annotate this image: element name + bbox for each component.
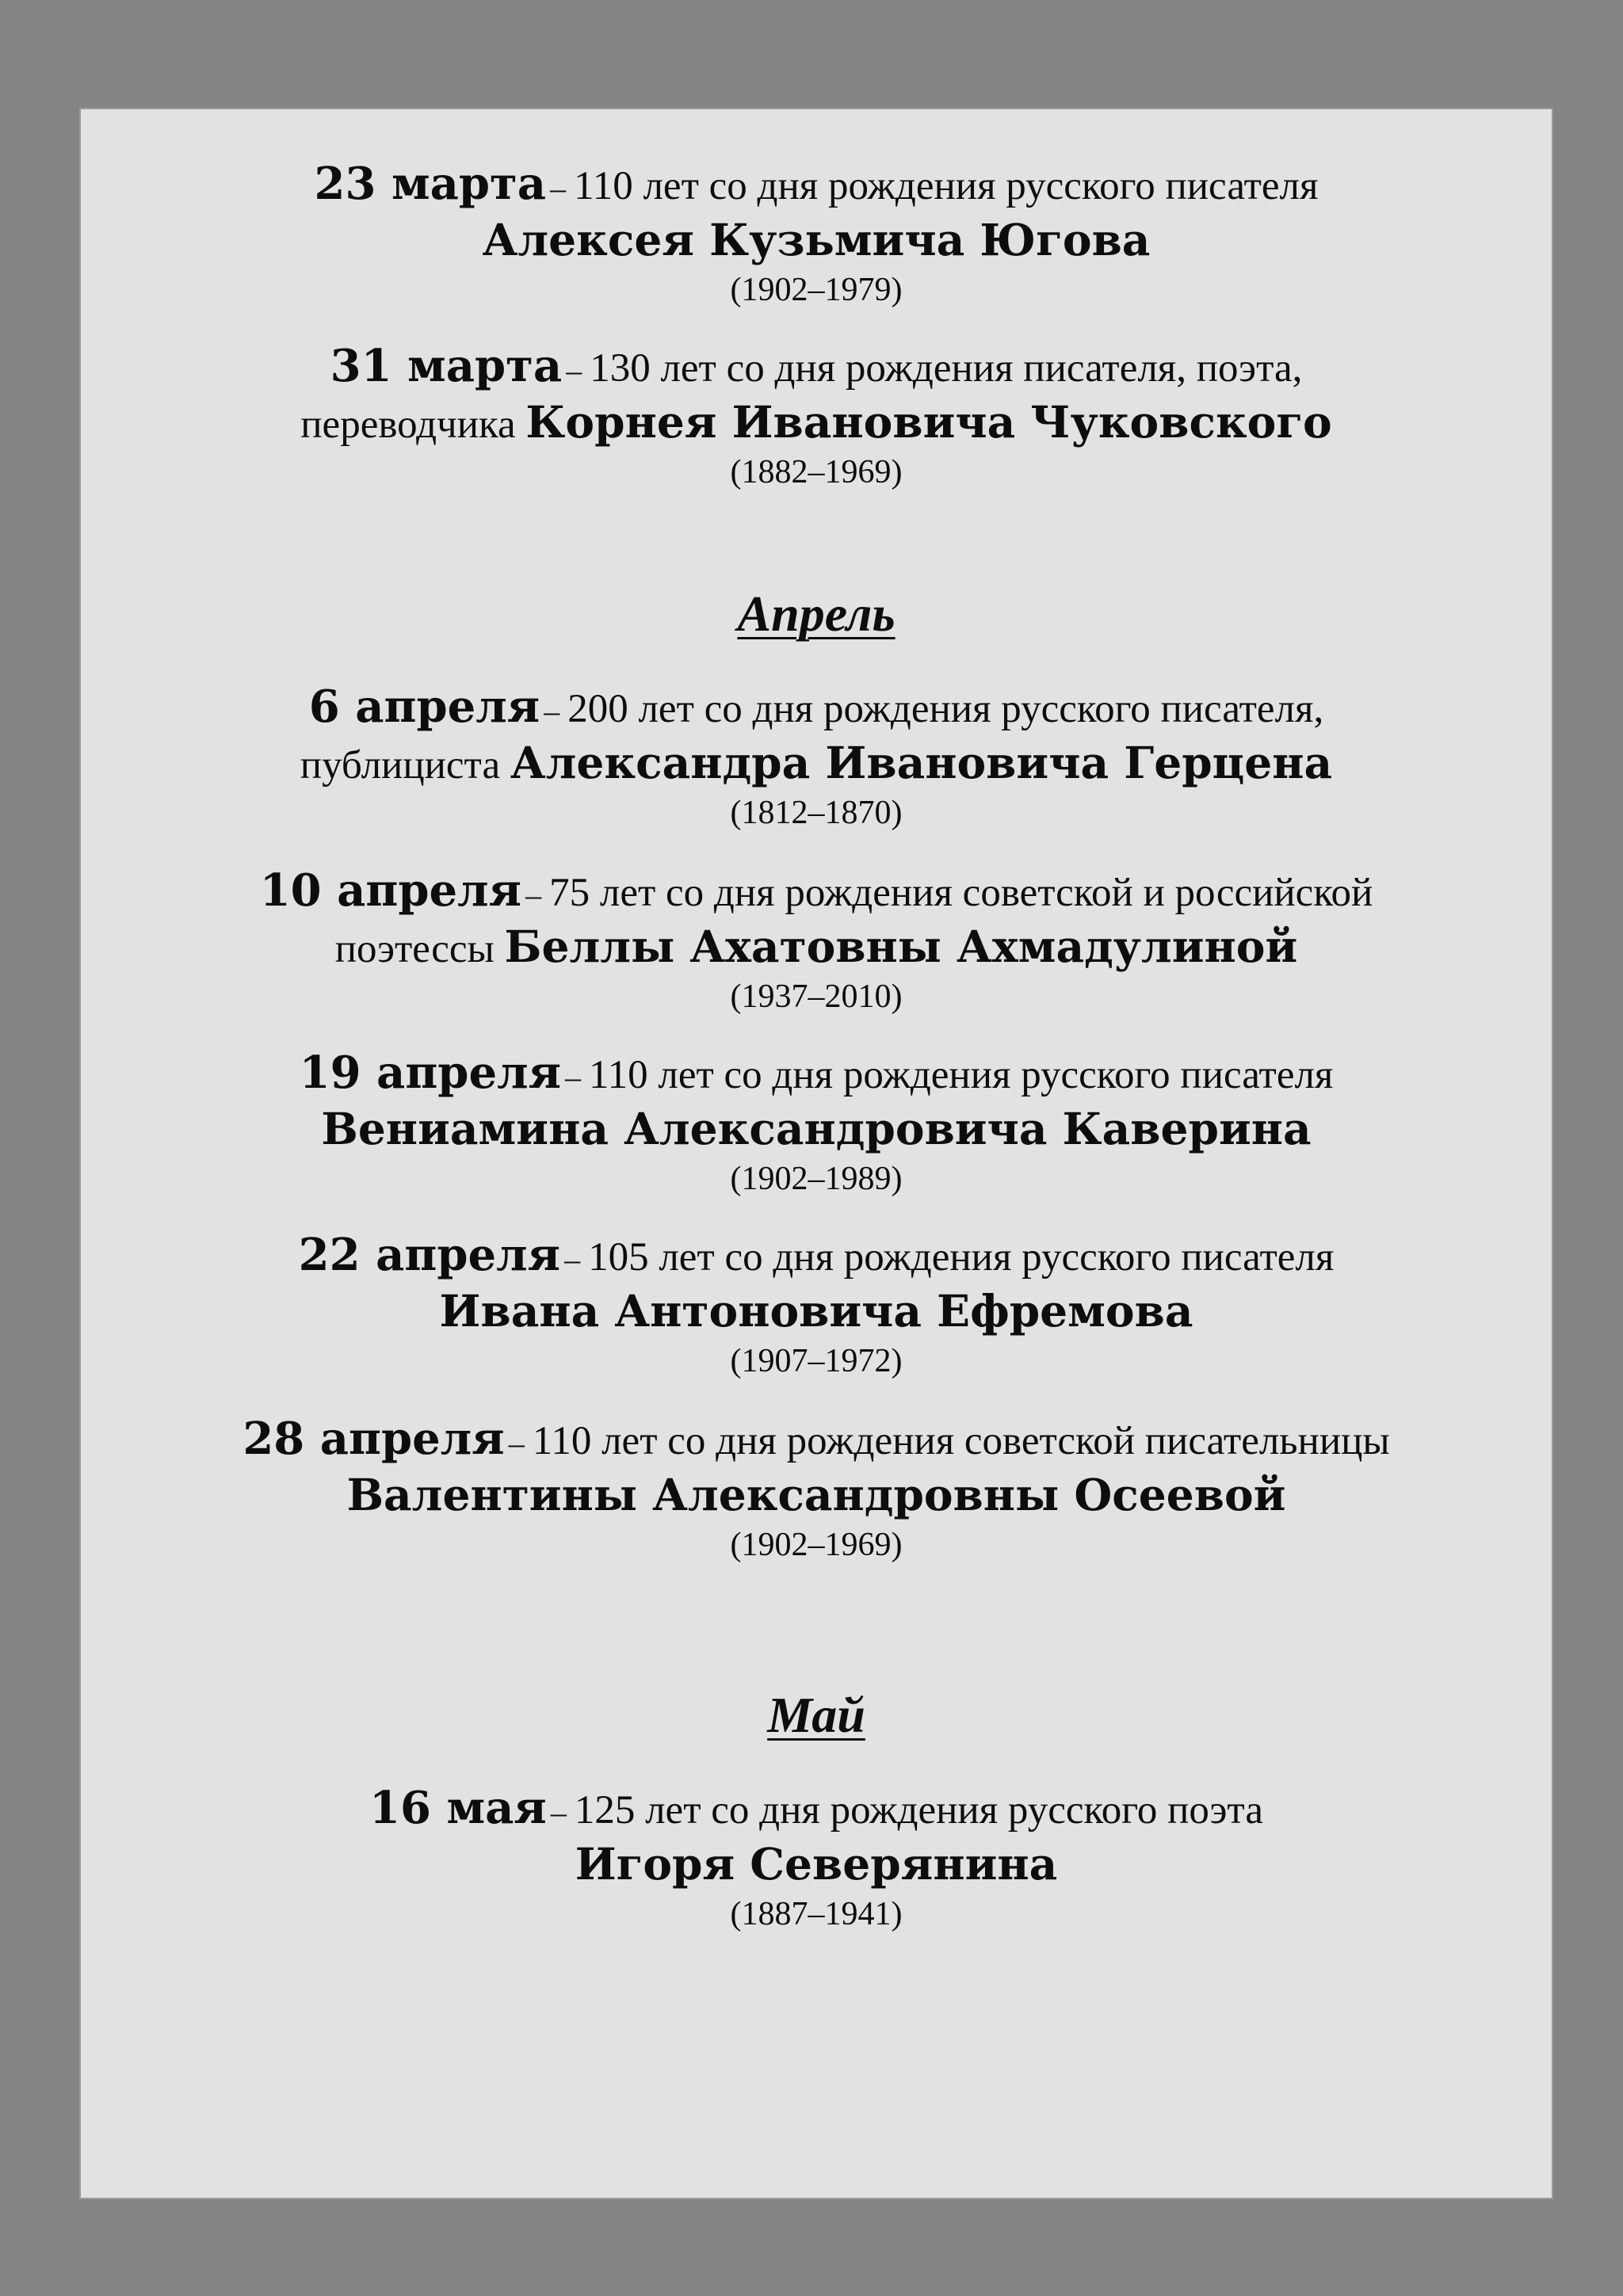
entry-second-line <box>81 1284 1552 1341</box>
entry-second-line <box>81 1468 1552 1524</box>
entry-dash: – <box>525 877 550 913</box>
entry-prefix: переводчика <box>300 402 526 447</box>
entry-description: 130 лет со дня рождения писателя, поэта, <box>590 346 1303 391</box>
entry-years: (1902–1979) <box>730 272 903 308</box>
entry-dash: – <box>508 1425 533 1461</box>
entry-date: 6 апреля <box>308 681 540 733</box>
entry-first-line <box>81 1228 1552 1284</box>
entry-person-name: Вениамина Александровича Каверина <box>321 1103 1312 1154</box>
entry-second-line <box>81 213 1552 269</box>
entry-dash: – <box>564 1241 589 1277</box>
entry-description: 125 лет со дня рождения русского поэта <box>574 1788 1263 1833</box>
document-page <box>79 108 1553 2199</box>
entry-years: (1882–1969) <box>730 454 903 490</box>
entry-prefix: публициста <box>300 743 510 788</box>
entry-years: (1937–2010) <box>730 978 903 1015</box>
entry-second-line <box>81 395 1552 452</box>
entry-date: 23 марта <box>314 158 547 210</box>
entry-person-name: Игоря Северянина <box>575 1838 1058 1890</box>
entry-second-line <box>81 920 1552 976</box>
entry-first-line <box>81 1046 1552 1102</box>
entry-description: 110 лет со дня рождения советской писательницы <box>532 1419 1390 1463</box>
entry-person-name: Беллы Ахатовны Ахмадулиной <box>504 921 1298 972</box>
entry-date: 22 апреля <box>298 1229 560 1281</box>
entry-description: 105 лет со дня рождения русского писателя <box>588 1235 1335 1280</box>
entry-years: (1902–1989) <box>730 1161 903 1197</box>
anniversary-entry <box>81 1781 1552 1935</box>
entry-dash: – <box>566 353 590 388</box>
entry-years: (1812–1870) <box>730 795 903 831</box>
entry-first-line <box>81 1412 1552 1468</box>
entry-dash: – <box>550 1794 575 1830</box>
entry-description: 110 лет со дня рождения русского писателя <box>574 164 1319 208</box>
entry-person-name: Корнея Ивановича Чуковского <box>525 396 1332 448</box>
entry-dash: – <box>544 693 568 729</box>
anniversary-entry <box>81 157 1552 311</box>
entry-person-name: Валентины Александровны Осеевой <box>346 1469 1286 1520</box>
entry-second-line <box>81 1837 1552 1894</box>
entry-person-name: Александра Ивановича Герцена <box>510 737 1333 788</box>
entry-description: 200 лет со дня рождения русского писателя, <box>567 687 1324 731</box>
entry-years: (1887–1941) <box>730 1896 903 1932</box>
entry-prefix: поэтессы <box>334 927 505 971</box>
entry-first-line <box>81 864 1552 920</box>
entry-date: 19 апреля <box>299 1047 561 1099</box>
entry-first-line <box>81 1781 1552 1837</box>
entry-date: 28 апреля <box>242 1413 505 1465</box>
entry-date: 31 марта <box>330 340 563 392</box>
anniversary-entry <box>81 680 1552 833</box>
entry-date: 10 апреля <box>259 864 522 917</box>
entry-description: 75 лет со дня рождения советской и российской <box>549 871 1373 915</box>
entry-description: 110 лет со дня рождения русского писателя <box>589 1053 1334 1097</box>
entry-first-line <box>81 339 1552 395</box>
anniversary-entry <box>81 339 1552 493</box>
month-heading-april: Апрель <box>737 585 896 642</box>
entry-first-line <box>81 157 1552 213</box>
anniversary-entry <box>81 1046 1552 1199</box>
entry-person-name: Алексея Кузьмича Югова <box>482 214 1151 265</box>
month-heading-may: Май <box>767 1687 865 1743</box>
entry-years: (1907–1972) <box>730 1343 903 1379</box>
anniversary-entry <box>81 1412 1552 1566</box>
entry-second-line <box>81 1102 1552 1158</box>
entry-date: 16 мая <box>369 1782 547 1834</box>
entry-dash: – <box>565 1059 590 1095</box>
entry-first-line <box>81 680 1552 736</box>
entry-dash: – <box>550 170 575 206</box>
entry-second-line <box>81 736 1552 792</box>
anniversary-entry <box>81 1228 1552 1382</box>
anniversary-entry <box>81 864 1552 1017</box>
entry-person-name: Ивана Антоновича Ефремова <box>439 1285 1193 1337</box>
entry-years: (1902–1969) <box>730 1527 903 1563</box>
